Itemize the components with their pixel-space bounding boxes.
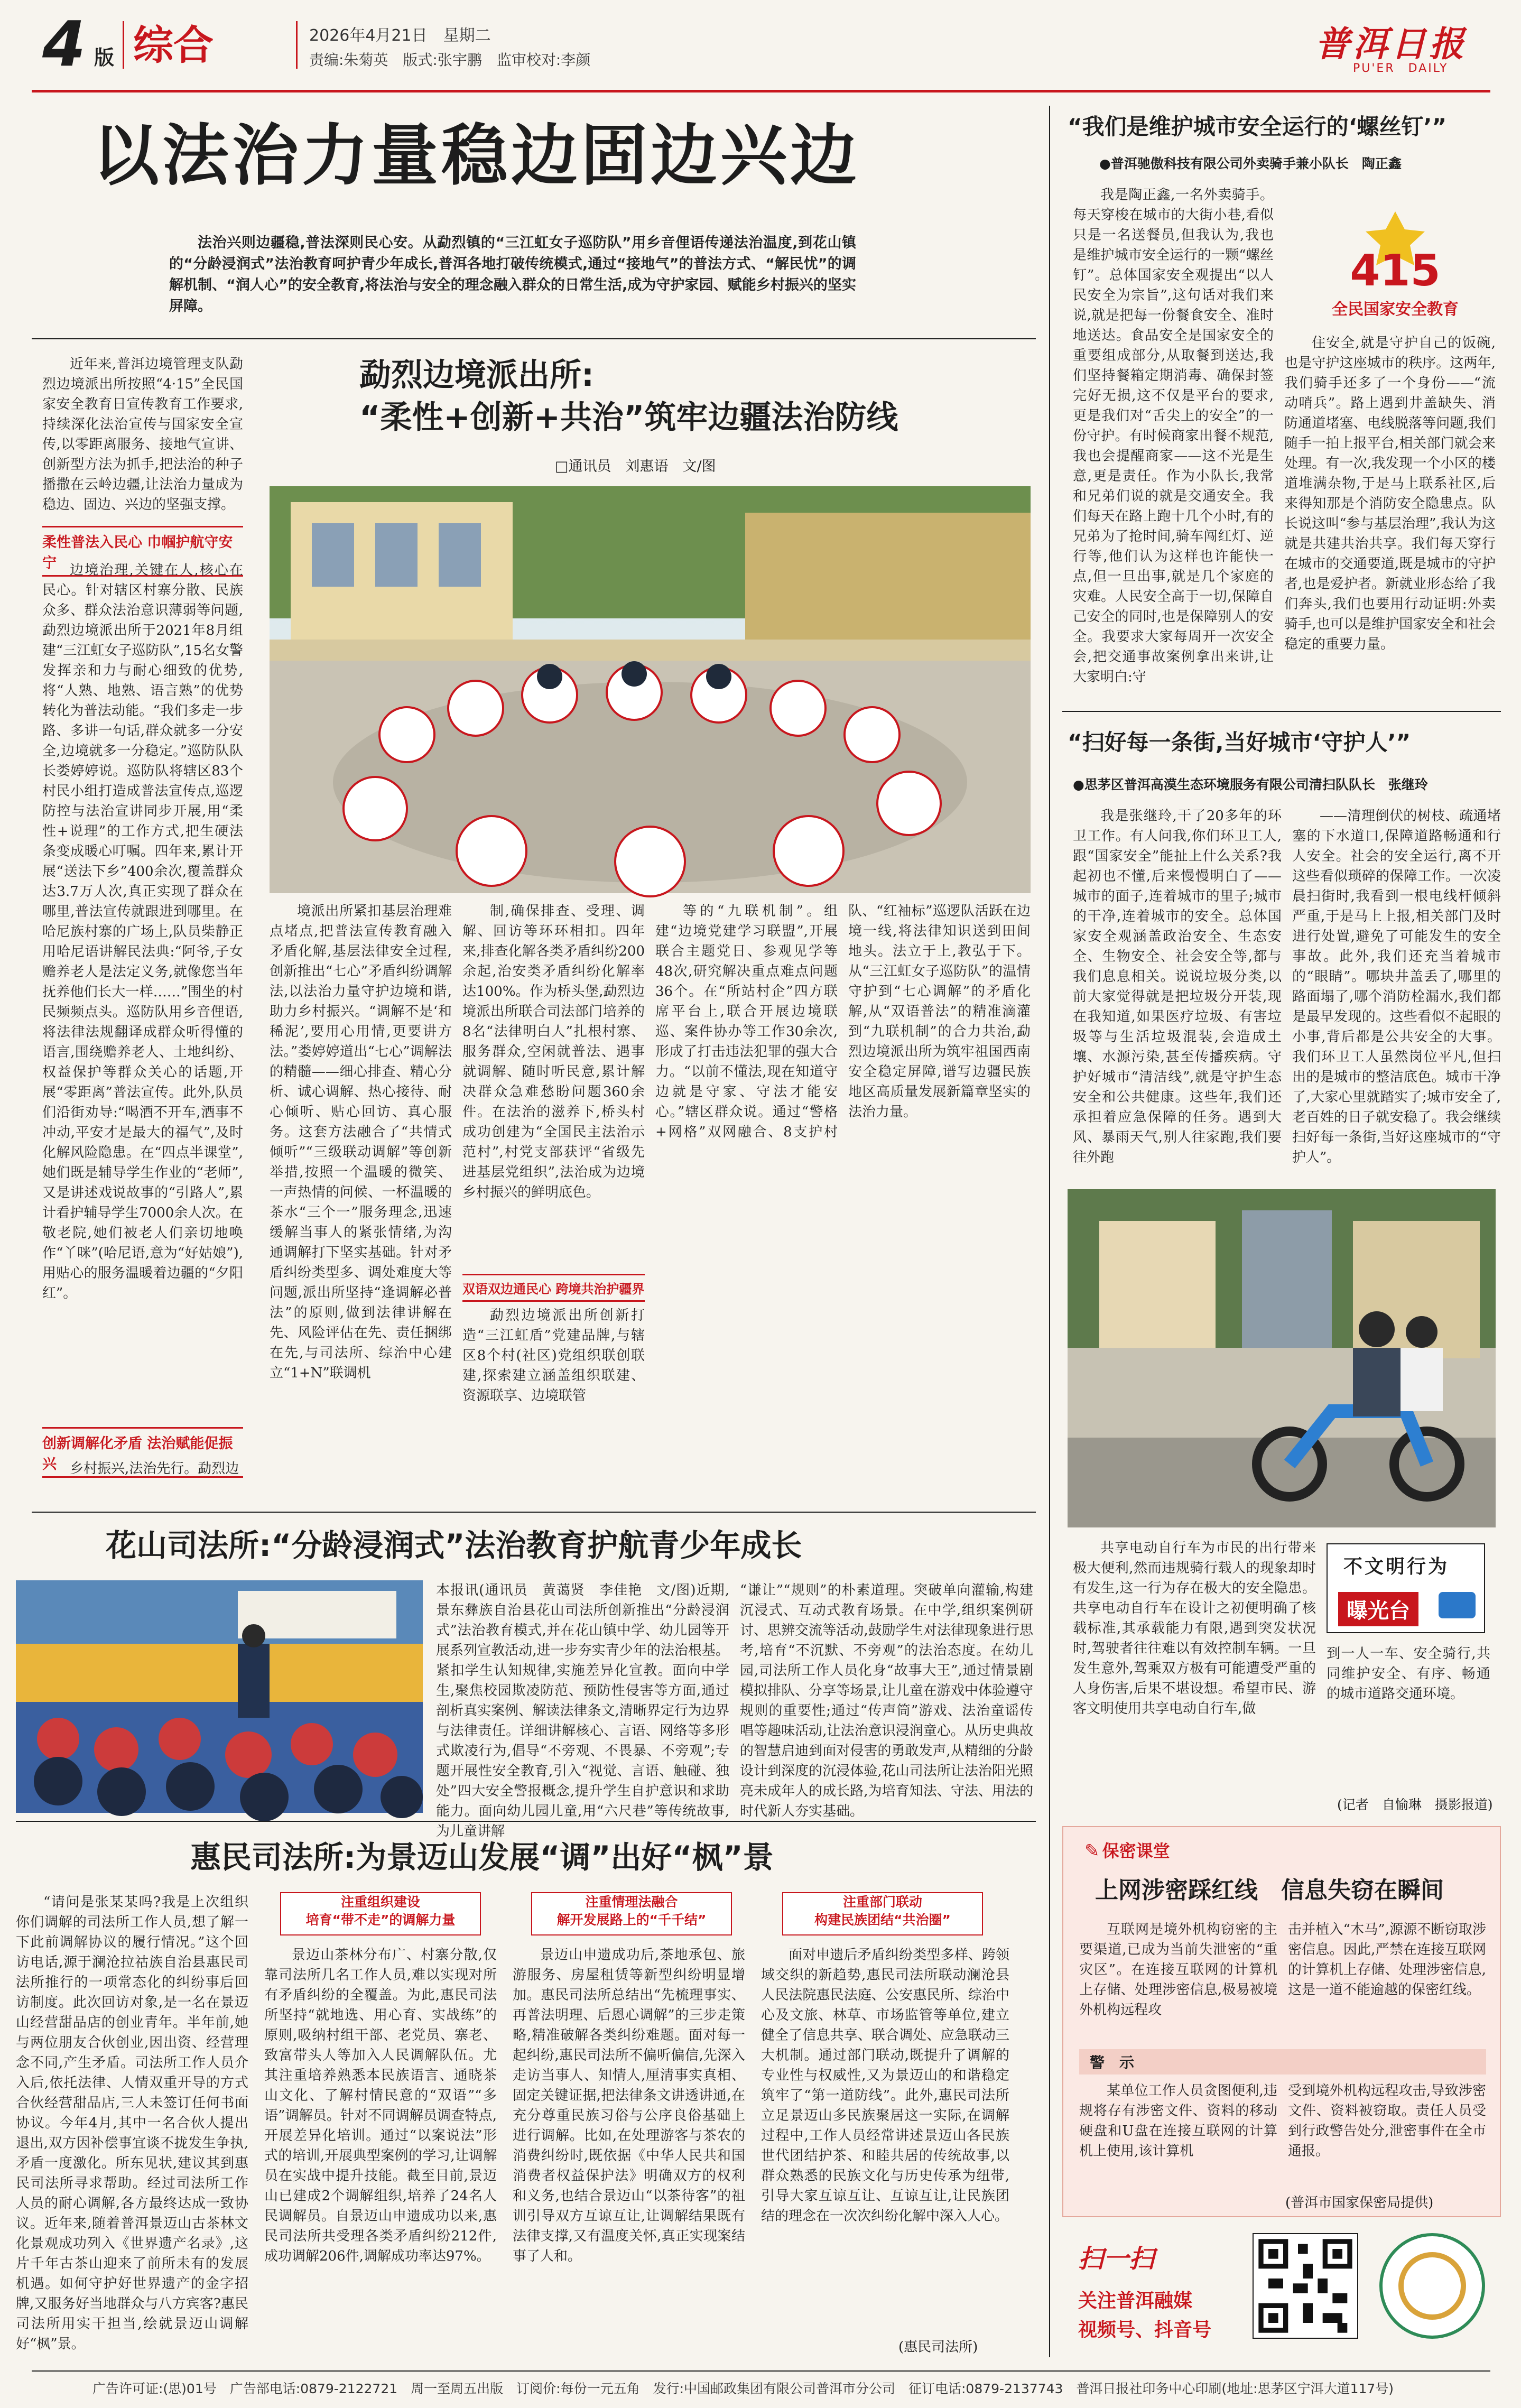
story3-col1: “请问是张某某吗?我是上次组织你们调解的司法所工作人员,想了解一下此前调解协议的履行情况。”这个回访电话,源于澜沧拉祜族自治县惠民司法所推行的一项常态化的纠纷事后回访制度。此次回访对象,是一名在景迈山经营甜品店的创业青年。半年前,她与两位朋友合伙创业,因出资、经营理念不同,产生矛盾。司法所工作人员介入后,依托法律、人情双重开导的方式合伙经营甜品店,三人未签订任何书面协议。今年4月,其中一名合伙人提出退出,双方因补偿事宜谈不拢发生争执,矛盾一度激化。所东见状,建议其到惠民司法所寻求帮助。经过司法所工作人员的耐心调解,各方最终达成一致协议。近年来,随着普洱景迈山古茶林文化景观成功列入《世界遗产名录》,这片千年古茶山迎来了前所未有的发展机遇。如何守护好世界遗产的金字招牌,又服务好当地群众与八方宾客?惠民司法所用实干担当,绘就景迈山调解好“枫”景。 [16,1894,248,2352]
story3-col4: 面对申遗后矛盾纠纷类型多样、跨领域交织的新趋势,惠民司法所联动澜沧县人民法院惠民法庭、公安惠民所、综治中心及文旅、林草、市场监管等单位,建立健全了信息共享、联合调处、应急联动三大机制。通过部门联动,既提升了调解的专业性与权威性,又为景迈山的和谐稳定筑牢了“第一道防线”。此外,惠民司法所立足景迈山多民族聚居这一实际,在调解过程中,工作人员经常讲述景迈山各民族世代团结护茶、和睦共居的传统故事,以群众熟悉的民族文化与历史传承为纽带,引导大家互谅互让、互谅互让,让民族团结的理念在一次次纠纷化解中深入人心。 [761,1947,1009,2224]
kids-circle-photo [270,486,1031,893]
brand-emblem-ring [1398,2252,1466,2320]
page-unit: 版 [94,46,115,69]
story1-col1: 边境治理,关键在人,核心在民心。针对辖区村寨分散、民族众多、群众法治意识薄弱等问题,勐烈边境派出所于2021年8月组建“三江虹女子巡防队”,15名女警发挥亲和力与耐心细致的优势,将“人熟、地熟、语言熟”的优势转化为普法动能。“我们多走一步路、多讲一句话,群众就多一分安全,边境就多一分稳定。”巡防队队长娄婷婷说。巡防队将辖区83个村民小组打造成普法宣传点,巡逻防控与法治宣讲同步开展,用“柔性+说理”的工作方式,把生硬法条变成暖心叮嘱。四年来,累计开展“送法下乡”400余次,覆盖群众达3.7万人次,真正实现了群众在哪里,普法宣传就跟进到哪里。在哈尼族村寨的广场上,队员柴静正用哈尼语讲解民法典:“阿爷,子女赡养老人是法定义务,就像您当年抚养他们长大一样……”围坐的村民频频点头。巡防队用乡音俚语,将法律法规翻译成群众听得懂的语言,围绕赡养老人、土地纠纷、权益保护等群众关心的话题,开展“零距离”普法宣传。此外,队员们沿街劝导:“喝酒不开车,酒事不冲动,平安才是最大的福气”,及时化解风险隐患。在“四点半课堂”,她们既是辅导学生作业的“老师”,又是讲述戏说故事的“引路人”,累计看护辅导学生7000余人次。在敬老院,她们被老人们亲切地唤作“丫咪”(哈尼语,意为“好姑娘”),用贴心的服务温暖着边疆的“夕阳红”。 [42,562,243,1301]
story1-sub3: 双语双边通民心 跨境共治护疆界 [462,1274,645,1302]
right1-source: ●普洱驰傲科技有限公司外卖骑手兼小队长 陶正鑫 [1099,156,1402,171]
story1-col2: 境派出所紧扣基层治理难点堵点,把普法宣传教育融入矛盾化解,基层法律安全过程,创新推出“七心”矛盾纠纷调解法,以法治力量守护边境和谐,助力乡村振兴。“调解不是‘和稀泥’,要用心用情,更要讲方法。”娄婷婷道出“七心”调解法的精髓——细心排查、精心分析、诚心调解、热心接待、耐心倾听、贴心回访、真心服务。这套方法融合了“共情式倾听”“三级联动调解”等创新举措,按照一个温暖的微笑、一声热情的问候、一杯温暖的茶水“三个一”服务理念,迅速缓解当事人的紧张情绪,为沟通调解打下坚实基础。针对矛盾纠纷类型多、调处难度大等问题,派出所坚持“逢调解必普法”的原则,做到法律讲解在先、风险评估在先、责任捆绑在先,与司法所、综治中心建立“1+N”联调机 [270,903,452,1381]
story3-tag1-text: 注重组织建设 培育“带不走”的调解力量 [305,1894,456,1928]
main-headline: 以法治力量稳边固边兴边 [92,117,860,195]
right2-col2: ——清理倒伏的树枝、疏通堵塞的下水道口,保障道路畅通和行人安全。社会的安全运行,离不开这些看似琐碎的保障工作。一次凌晨扫街时,我看到一根电线杆倾斜严重,于是马上上报,相关部门及时进行处置,避免了可能发生的安全事故。此外,我们还充当着城市的“眼睛”。哪块井盖丢了,哪里的路面塌了,哪个消防栓漏水,我们都是最早发现的。这些看似不起眼的小事,背后都是公共安全的大事。我们环卫工人虽然岗位平凡,但扫出的是城市的整洁底色。城市干净了,大家心里就踏实了;城市安全了,老百姓的日子就安稳了。我会继续扫好每一条街,当好这座城市的“守护人”。 [1292,808,1501,1165]
photo3-credit: (记者 自愉琳 摄影报道) [1337,1797,1493,1812]
security-pen-icon: ✎ [1084,1840,1100,1861]
story1-col4: 等的“九联机制”。组建“边境党建学习联盟”,开展联合主题党日、参观见学等48次,研究解决重点难点问题36个。在“所站村企”四方联席平台上,联合开展边境联巡、案件协办等工作30余次,形成了打击违法犯罪的强大合力。“以前不懂法,现在知道守边就是守家、守法才能安心。”辖区群众说。通过“警格+网格”双网融合、8支护村队、“红袖标”巡逻队活跃在边境一线,将法律知识送到田间地头。法立于上,教弘于下。从“三江虹女子巡防队”的温情守护到“七心调解”的矛盾化解,从“双语普法”的精准滴灌到“九联机制”的合力共治,勐烈边境派出所为筑牢祖国西南安全稳定屏障,谱写边疆民族地区高质量发展新篇章坚实的法治力量。 [655,903,1031,1140]
classroom-photo [16,1580,423,1813]
right1-col2: 住安全,就是守护自己的饭碗,也是守护这座城市的秩序。这两年,我们骑手还多了一个身份——“流动哨兵”。路上遇到井盖缺失、消防通道堵塞、电线脱落等问题,我们随手一拍上报平台,相关部门就会来处理。有一次,我发现一个小区的楼道堆满杂物,于是马上联系社区,后来得知那是个消防安全隐患点。队长说这叫“参与基层治理”,我认为这就是共建共治共享。我们每天穿行在城市的交通要道,既是城市的守护者,也是爱护者。新就业形态给了我们奔头,我们也要用行动证明:外卖骑手,也可以是维护国家安全和社会稳定的重要力量。 [1284,335,1496,652]
editor-credits: 责编:朱菊英 版式:张宇鹏 监审校对:李颜 [309,51,591,69]
right1-bottom-rule [1062,711,1501,712]
right1-col1: 我是陶正鑫,一名外卖骑手。每天穿梭在城市的大街小巷,看似只是一名送餐员,但我认为,我也是维护城市安全运行的一颗“螺丝钉”。总体国家安全观提出“以人民安全为宗旨”,这句话对我们来说,就是把每一份餐食安全、准时地送达。食品安全是国家安全的重要组成部分,从取餐到送达,我们坚持餐箱定期消毒、确保封签完好无损,这不仅是平台的要求,更是我们对“舌尖上的安全”的一份守护。有时候商家出餐不规范,我也会提醒商家——这不光是生意,更是责任。作为小队长,我常和兄弟们说的就是交通安全。我们每天在路上跑十几个小时,有的兄弟为了抢时间,骑车闯红灯、逆行等,他们认为这样也许能快一点,但一旦出事,就是几个家庭的灾难。人民安全高于一切,保障自己安全的同时,也是保障别人的安全。我要求大家每周开一次安全会,把交通事故案例拿出来讲,让大家明白:守 [1073,187,1274,685]
brand-emblem [1379,2233,1485,2339]
photo3-caption-tail: 到一人一车、安全骑行,共同维护安全、有序、畅通的城市道路交通环境。 [1327,1646,1490,1702]
story1-sub2: 创新调解化矛盾 法治赋能促振兴 [42,1427,243,1478]
footer-rule [32,2370,1490,2372]
logo-number: 415 [1350,246,1441,296]
security-credit: (普洱市国家保密局提供) [1285,2195,1434,2211]
security-tip2: 受到境外机构远程攻击,导致涉密文件、资料被窃取。责任人员受到行政警告处分,泄密事件在全市通报。 [1288,2083,1486,2159]
uncivil-badge [1327,1543,1485,1633]
paper-name-latin: PU'ER DAILY [1353,62,1449,75]
security-header [1084,1838,1170,1862]
story3-tag3-text: 注重部门联动 构建民族团结“共治圈” [814,1894,951,1928]
uncivil-badge-bottom: 曝光台 [1338,1592,1418,1626]
main-lead: 法治兴则边疆稳,普法深则民心安。从勐烈镇的“三江虹女子巡防队”用乡音俚语传递法治温度,到花山镇的“分龄浸润式”法治教育呵护青少年成长,普洱各地打破传统模式,通过“接地气”的普法方式、“解民忧”的调解机制、“润人心”的安全教育,将法治与安全的理念融入群众的日常生活,成为守护家园、赋能乡村振兴的坚实屏障。 [169,235,856,314]
story1-title-line1: 勐烈边境派出所: [359,357,594,394]
lead-rule [32,338,1036,339]
qr-code-icon[interactable] [1253,2233,1358,2339]
story3-col2: 景迈山茶林分布广、村寨分散,仅靠司法所几名工作人员,难以实现对所有矛盾纠纷的全覆盖。为此,惠民司法所坚持“就地选、用心育、实战练”的原则,吸纳村组干部、老党员、寨老、致富带头人等加入人民调解队伍。尤其注重培养熟悉本民族语言、通晓茶山文化、了解村情民意的“双语”“多语”调解员。针对不同调解员调查特点,开展差异化培训。通过“以案说法”形式的培训,开展典型案例的学习,让调解员在实战中提升技能。截至目前,景迈山已建成2个调解组织,培养了24名人民调解员。自景迈山申遗成功以来,惠民司法所共受理各类矛盾纠纷212件,成功调解206件,调解成功率达97%。 [264,1947,497,2264]
story1-col3-tail: 勐烈边境派出所创新打造“三江虹盾”党建品牌,与辖区8个村(社区)党组织联创联建,探索建立涵盖组织联建、资源联享、边境联管 [462,1308,645,1404]
story1-col1-tail: 乡村振兴,法治先行。勐烈边 [70,1461,239,1477]
logo-caption: 全民国家安全教育 [1332,300,1459,319]
story3-tag3 [782,1892,983,1935]
right1-logo [1305,206,1485,322]
security-col2: 击并植入“木马”,源源不断窃取涉密信息。因此,严禁在连接互联网的计算机上存储、处理涉密信息,这是一道不能逾越的保密红线。 [1288,1922,1486,1998]
story1-title-line2: “柔性+创新+共治”筑牢边疆法治防线 [359,399,898,436]
section-divider [123,21,124,69]
story2-col2: “谦让”“规则”的朴素道理。突破单向灌输,构建沉浸式、互动式教育场景。在中学,组织案例研讨、思辨交流等活动,鼓励学生对法律现象进行思考,培育“不沉默、不旁观”的法治态度。在幼儿园,司法所工作人员化身“故事大王”,通过情景剧模拟排队、分享等场景,让儿童在游戏中体验遵守规则的重要性;通过“传声筒”游戏、法治童谣传唱等趣味活动,让法治意识浸润童心。从历史典故的智慧启迪到面对侵害的勇敢发声,从精细的分龄设计到深度的沉浸体验,花山司法所让法治阳光照亮未成年人的成长路,为培育知法、守法、用法的时代新人夯实基础。 [740,1582,1033,1819]
security-col1: 互联网是境外机构窃密的主要渠道,已成为当前失泄密的“重灾区”。在连接互联网的计算机上存储、处理涉密信息,极易被境外机构远程攻 [1079,1922,1277,2018]
page-number: 4 [42,7,86,80]
story3-tag2-text: 注重情理法融合 解开发展路上的“千千结” [557,1894,707,1928]
footer-text: 广告许可证:(思)01号 广告部电话:0879-2122721 周一至周五出版 订阅价:每份一元五角 发行:中国邮政集团有限公司普洱市分公司 征订电话:0879-2137743 普洱日报社印务中心印刷(地址:思茅区宁洱大道117号) [92,2381,1394,2396]
right-column-separator [1049,106,1050,2357]
uncivil-badge-top: 不文明行为 [1343,1555,1450,1578]
story1-intro: 近年来,普洱边境管理支队勐烈边境派出所按照“4·15”全民国家安全教育日宣传教育工作要求,持续深化法治宣传与国家安全宣传,以零距离服务、接地气宣讲、创新型方法为抓手,把法治的种子播撒在云岭边疆,让法治力量成为稳边、固边、兴边的坚强支撑。 [42,356,243,513]
story3-col3: 景迈山申遗成功后,茶地承包、旅游服务、房屋租赁等新型纠纷明显增加。惠民司法所总结出“先梳理事实、再普法明理、后恩心调解”的三步走策略,精准破解各类纠纷难题。面对每一起纠纷,惠民司法所不偏听偏信,先深入走访当事人、知情人,厘清事实真相、固定关键证据,把法律条文讲透讲通,在充分尊重民族习俗与公序良俗基础上进行调解。比如,在处理游客与茶农的消费纠纷时,既依据《中华人民共和国消费者权益保护法》明确双方的权利和义务,也结合景迈山“以茶待客”的祖训引导双方互谅互让,让调解结果既有法律支撑,又有温度关怀,真正实现案结事了人和。 [513,1947,745,2264]
story1-sub1: 柔性普法入民心 巾帼护航守安宁 [42,526,243,577]
promo-scan: 扫一扫 [1078,2244,1155,2274]
scooter-photo-image [1068,1189,1496,1527]
story2-photo [16,1580,423,1813]
story2-title: 花山司法所:“分龄浸润式”法治教育护航青少年成长 [106,1527,802,1563]
right2-source: ●思茅区普洱高漠生态环境服务有限公司清扫队队长 张继玲 [1073,777,1428,792]
right2-title: “扫好每一条街,当好城市‘守护人’” [1068,729,1411,755]
story1-photo [270,486,1031,893]
story3-credit: (惠民司法所) [898,2339,978,2355]
security-box [1062,1826,1501,2217]
security-tip-label: 警 示 [1079,2049,1486,2074]
issue-date: 2026年4月21日 星期二 [309,26,491,45]
promo-line2: 视频号、抖音号 [1078,2319,1212,2341]
section-label: 综合 [133,22,214,69]
story3-title: 惠民司法所:为景迈山发展“调”出好“枫”景 [190,1839,774,1875]
right1-title: “我们是维护城市安全运行的‘螺丝钉’” [1068,114,1447,140]
qr-code-pattern [1254,2234,1357,2338]
story3-tag2 [531,1892,732,1935]
masthead-rule [32,90,1490,92]
story2-col1: 本报讯(通讯员 黄蔼贤 李佳艳 文/图)近期,景东彝族自治县花山司法所创新推出“分龄浸润式”法治教育模式,并在花山镇中学、幼儿园等开展系列宣教活动,进一步夯实青少年的法治根基。紧扣学生认知规律,实施差异化宣教。面向中学生,聚焦校园欺凌防范、预防性侵害等方面,通过剖析真实案例、解读法律条文,清晰界定行为边界与法律责任。详细讲解核心、言语、网络等多形式欺凌行为,倡导“不旁观、不畏暴、不旁观”;专题开展性安全教育,引入“视觉、言语、触碰、独处”四大安全警报概念,提升学生自护意识和求助能力。面向幼儿园儿童,用“六尺巷”等传统故事,为儿童讲解 [436,1582,729,1839]
security-day-logo [1305,206,1485,322]
promo-block [1062,2228,1501,2357]
scooter-photo [1068,1189,1496,1527]
security-title: 上网涉密踩红线 信息失窃在瞬间 [1095,1877,1444,1904]
security-tip1: 某单位工作人员贪图便利,违规将存有涉密文件、资料的移动硬盘和U盘在连接互联网的计算机上使用,该计算机 [1079,2083,1277,2159]
promo-line1: 关注普洱融媒 [1078,2290,1193,2312]
security-header-text: 保密课堂 [1102,1841,1170,1861]
camera-icon [1439,1592,1476,1618]
right2-col1: 我是张继玲,干了20多年的环卫工作。有人问我,你们环卫工人,跟“国家安全”能扯上什么关系?我起初也不懂,后来慢慢明白了——城市的面子,连着城市的里子;城市的干净,连着城市的安全。总体国家安全观涵盖政治安全、生态安全、生物安全、社会安全等,都与我们息息相关。说说垃圾分类,以前大家觉得就是把垃圾分开装,现在我知道,如果医疗垃圾、有害垃圾等与生活垃圾混装,会造成土壤、水源污染,甚至传播疾病。守护好城市“清洁线”,就是守护生态安全和公共健康。这些年,我们还承担着应急保障的任务。遇到大风、暴雨天气,别人往家跑,我们要往外跑 [1073,808,1282,1165]
story1-col3: 制,确保排查、受理、调解、回访等环环相扣。四年来,排查化解各类矛盾纠纷200余起,治安类矛盾纠纷化解率达100%。作为桥头堡,勐烈边境派出所联合司法部门培养的8名“法律明白人”扎根村寨、服务群众,空闲就普法、遇事就调解、随时听民意,累计解决群众急难愁盼问题360余件。在法治的滋养下,桥头村成功创建为“全国民主法治示范村”,村党支部获评“省级先进基层党组织”,法治成为边境乡村振兴的鲜明底色。 [462,903,645,1200]
masthead [0,0,1521,92]
story3-tag1 [280,1892,481,1935]
story1-bottom-rule [32,1512,1036,1513]
story2-bottom-rule [16,1821,1036,1822]
story1-byline: □通讯员 刘惠语 文/图 [555,458,716,475]
section-divider-2 [296,21,298,69]
paper-name: 普洱日报 [1315,23,1467,64]
photo3-caption: 共享电动自行车为市民的出行带来极大便利,然而违规骑行载人的现象却时有发生,这一行为存在极大的安全隐患。共享电动自行车在设计之初便明确了核载标准,其承载能力有限,遇到突发状况时,驾驶者往往难以有效控制车辆。一旦发生意外,驾乘双方极有可能遭受严重的人身伤害,后果不堪设想。希望市民、游客文明使用共享电动自行车,做 [1073,1540,1316,1717]
